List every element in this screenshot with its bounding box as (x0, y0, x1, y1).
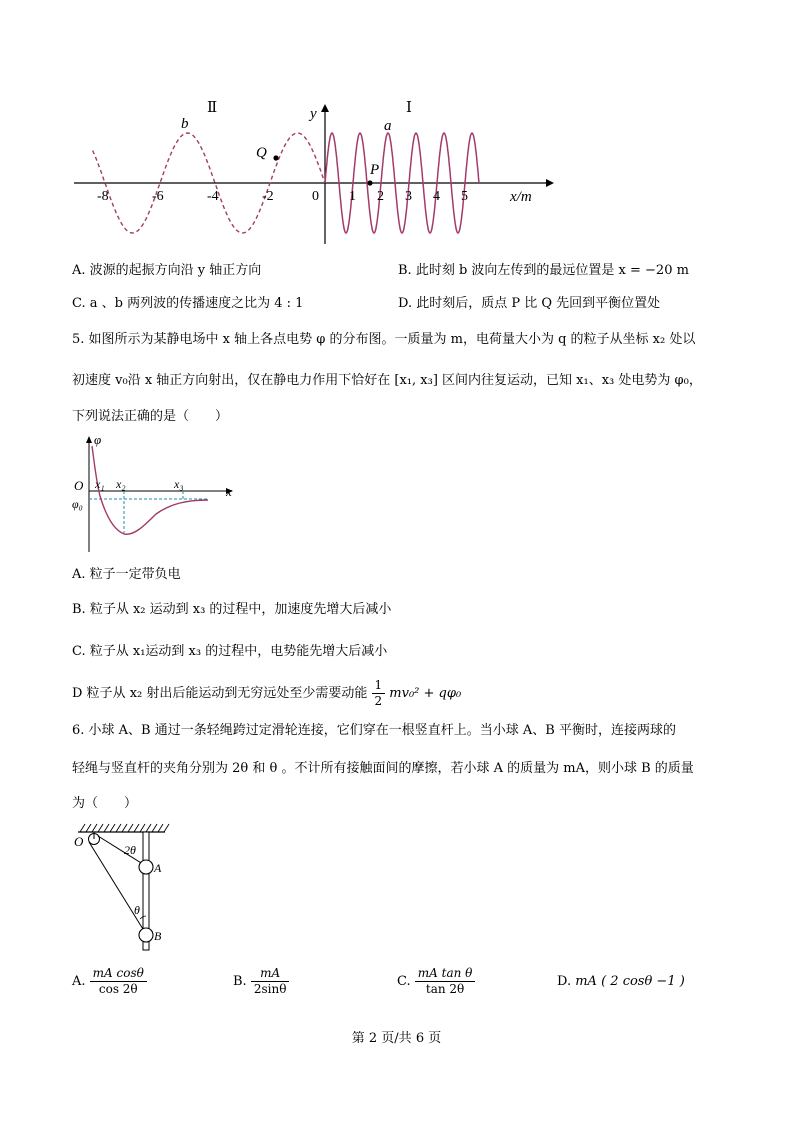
point-q-label: Q (256, 145, 267, 161)
q6-option-b-prefix: B. (233, 974, 247, 989)
q6-option-b-den: 2sinθ (253, 982, 287, 996)
q6-option-d-expr: mA ( 2 cosθ −1 ) (575, 974, 685, 989)
wave-tick-label: -8 (97, 189, 109, 204)
wave-b-label: b (181, 116, 189, 132)
q5-option-c: C. 粒子从 x₁运动到 x₃ 的过程中，电势能先增大后减小 (72, 644, 388, 659)
hatch-line (110, 824, 115, 832)
wave-figure (60, 90, 560, 250)
q6-option-b-num: mA (251, 966, 290, 982)
q6-option-c-prefix: C. (397, 974, 411, 989)
hatch-line (128, 824, 133, 832)
ball-a (139, 860, 153, 874)
potential-figure (68, 430, 243, 558)
ceiling-hatch (80, 824, 169, 832)
q6-option-b-fraction (251, 966, 290, 997)
x3-label: x₃ (174, 477, 184, 491)
q4-option-b: B. 此时刻 b 波向左传到的最远位置是 x = −20 m (398, 263, 689, 278)
page-footer: 第 2 页/共 6 页 (351, 1031, 442, 1046)
a-label: A (154, 861, 162, 875)
hatch-line (104, 824, 109, 832)
phi0-label: φ₀ (72, 497, 83, 511)
y-axis-label: y (310, 106, 317, 122)
q5-stem-line2: 初速度 v₀沿 x 轴正方向射出，仅在静电力作用下恰好在 [x₁, x₃] 区间内往复运动，已知 x₁、x₃ 处电势为 φ₀， (72, 373, 702, 388)
wave-tick-label: -6 (152, 189, 164, 204)
hatch-line (80, 824, 85, 832)
point-p-dot (367, 180, 372, 185)
wave-a-label: a (384, 118, 392, 134)
pulley-figure (70, 820, 170, 952)
wave-tick-label: -2 (262, 189, 274, 204)
hatch-line (134, 824, 139, 832)
wave-tick-label: 3 (405, 189, 412, 204)
q6-option-d (557, 965, 685, 999)
hatch-line (86, 824, 91, 832)
hatch-line (152, 824, 157, 832)
wave-positive-ticks (349, 189, 468, 204)
q5-option-a: A. 粒子一定带负电 (72, 567, 181, 582)
hatch-line (116, 824, 121, 832)
q6-stem-line2: 轻绳与竖直杆的夹角分别为 2θ 和 θ 。不计所有接触面间的摩擦，若小球 A 的质量为 mA，则小球 B 的质量 (72, 761, 694, 776)
q6-option-a-prefix: A. (72, 974, 86, 989)
potential-curve (92, 446, 208, 534)
hatch-line (122, 824, 127, 832)
q6-option-b (233, 965, 289, 999)
angle-2theta-label: 2θ (124, 843, 136, 857)
q6-option-d-prefix: D. (557, 974, 572, 989)
wave-negative-ticks (97, 189, 274, 204)
wave-tick-label: 2 (377, 189, 384, 204)
q5-option-d (72, 678, 461, 709)
hatch-line (164, 824, 169, 832)
potential-x-label: x (226, 484, 232, 499)
o-label: O (74, 834, 84, 849)
wave-x-arrow (546, 179, 554, 187)
point-q-dot (273, 155, 278, 160)
x2-label: x₂ (116, 477, 126, 491)
hatch-line (140, 824, 145, 832)
q5-option-d-rest: mv₀² + qφ₀ (389, 686, 462, 701)
q6-stem-line1: 6. 小球 A、B 通过一条轻绳跨过定滑轮连接，它们穿在一根竖直杆上。当小球 A、B 平衡时，连接两球的 (72, 723, 676, 738)
potential-origin-label: O (74, 478, 84, 493)
q4-option-a: A. 波源的起振方向沿 y 轴正方向 (72, 263, 262, 278)
rope-to-b (89, 842, 146, 934)
q6-option-c (397, 965, 475, 999)
q4-option-c: C. a 、b 两列波的传播速度之比为 4 : 1 (72, 296, 304, 311)
q4-option-d: D. 此时刻后，质点 P 比 Q 先回到平衡位置处 (398, 296, 661, 311)
wave-tick-label: -4 (207, 189, 219, 204)
q6-stem-line3: 为（ ） (72, 796, 138, 811)
hatch-line (98, 824, 103, 832)
rope-to-a (98, 836, 146, 866)
x1-label: x₁ (95, 477, 105, 491)
wave-tick-label: 5 (461, 189, 468, 204)
q5-option-d-den: 2 (374, 694, 383, 708)
q5-option-d-fraction (372, 678, 386, 709)
wave-y-arrow (321, 104, 329, 112)
q5-option-d-text: D 粒子从 x₂ 射出后能运动到无穷远处至少需要动能 (72, 686, 368, 701)
region2-label: Ⅱ (207, 100, 218, 116)
point-p-label: P (370, 162, 380, 178)
region1-label: Ⅰ (406, 100, 412, 116)
hatch-line (158, 824, 163, 832)
q5-stem-line1: 5. 如图所示为某静电场中 x 轴上各点电势 φ 的分布图。一质量为 m，电荷量大小为 q 的粒子从坐标 x₂ 处以 (72, 332, 696, 347)
wave-origin-label: 0 (312, 189, 319, 204)
q6-option-c-fraction (415, 966, 476, 997)
q5-option-b: B. 粒子从 x₂ 运动到 x₃ 的过程中，加速度先增大后减小 (72, 602, 392, 617)
q6-option-c-num: mA tan θ (415, 966, 476, 982)
q5-stem-line3: 下列说法正确的是（ ） (72, 409, 229, 424)
x-axis-label: x/m (510, 189, 532, 205)
phi-label: φ (94, 432, 102, 447)
q6-option-a-den: cos 2θ (98, 982, 138, 996)
ball-b (139, 928, 153, 942)
wave-tick-label: 4 (433, 189, 440, 204)
q5-option-d-num: 1 (372, 678, 386, 694)
hatch-line (92, 824, 97, 832)
q6-option-a (72, 965, 147, 999)
theta-label: θ (134, 903, 140, 917)
phi-axis-arrow (86, 436, 92, 443)
b-label: B (154, 929, 162, 943)
q6-option-a-fraction (90, 966, 147, 997)
q6-option-c-den: tan 2θ (425, 982, 465, 996)
wave-tick-label: 1 (349, 189, 356, 204)
hatch-line (146, 824, 151, 832)
q6-option-a-num: mA cosθ (90, 966, 147, 982)
